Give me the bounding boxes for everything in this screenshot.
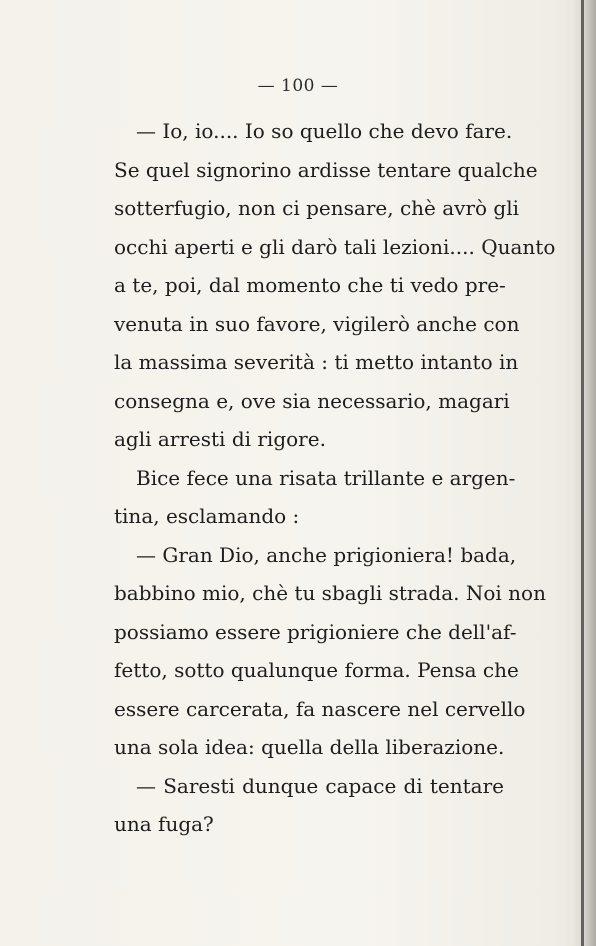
text-line: — Gran Dio, anche prigioniera! bada,: [136, 542, 517, 567]
text-line: occhi aperti e gli darò tali lezioni.... Quanto: [114, 234, 556, 259]
text-line: essere carcerata, fa nascere nel cervello: [114, 696, 526, 721]
binding-edge-line: [581, 0, 584, 946]
text-line: agli arresti di rigore.: [114, 427, 326, 451]
text-line: babbino mio, chè tu sbagli strada. Noi non: [114, 581, 546, 605]
text-line: Bice fece una risata trillante e argen-: [136, 465, 516, 490]
text-line: sotterfugio, non ci pensare, chè avrò gli: [114, 196, 519, 220]
text-line: — Saresti dunque capace di tentare: [136, 773, 504, 798]
text-line: tina, esclamando :: [114, 504, 300, 528]
text-line: una fuga?: [114, 812, 214, 836]
body-text: [114, 112, 556, 844]
text-line: — Io, io.... Io so quello che devo fare.: [136, 119, 513, 143]
page-number: — 100 —: [257, 76, 339, 96]
text-line: a te, poi, dal momento che ti vedo pre-: [114, 273, 506, 297]
text-line: consegna e, ove sia necessario, magari: [114, 388, 510, 413]
text-line: venuta in suo favore, vigilerò anche con: [114, 311, 520, 336]
text-line: la massima severità : ti metto intanto in: [114, 350, 519, 374]
text-line: fetto, sotto qualunque forma. Pensa che: [114, 658, 519, 682]
text-line: Se quel signorino ardisse tentare qualche: [114, 157, 538, 182]
text-line: possiamo essere prigioniere che dell'af-: [114, 619, 517, 644]
page-edge-shadow: [572, 0, 596, 946]
text-line: una sola idea: quella della liberazione.: [114, 735, 505, 759]
